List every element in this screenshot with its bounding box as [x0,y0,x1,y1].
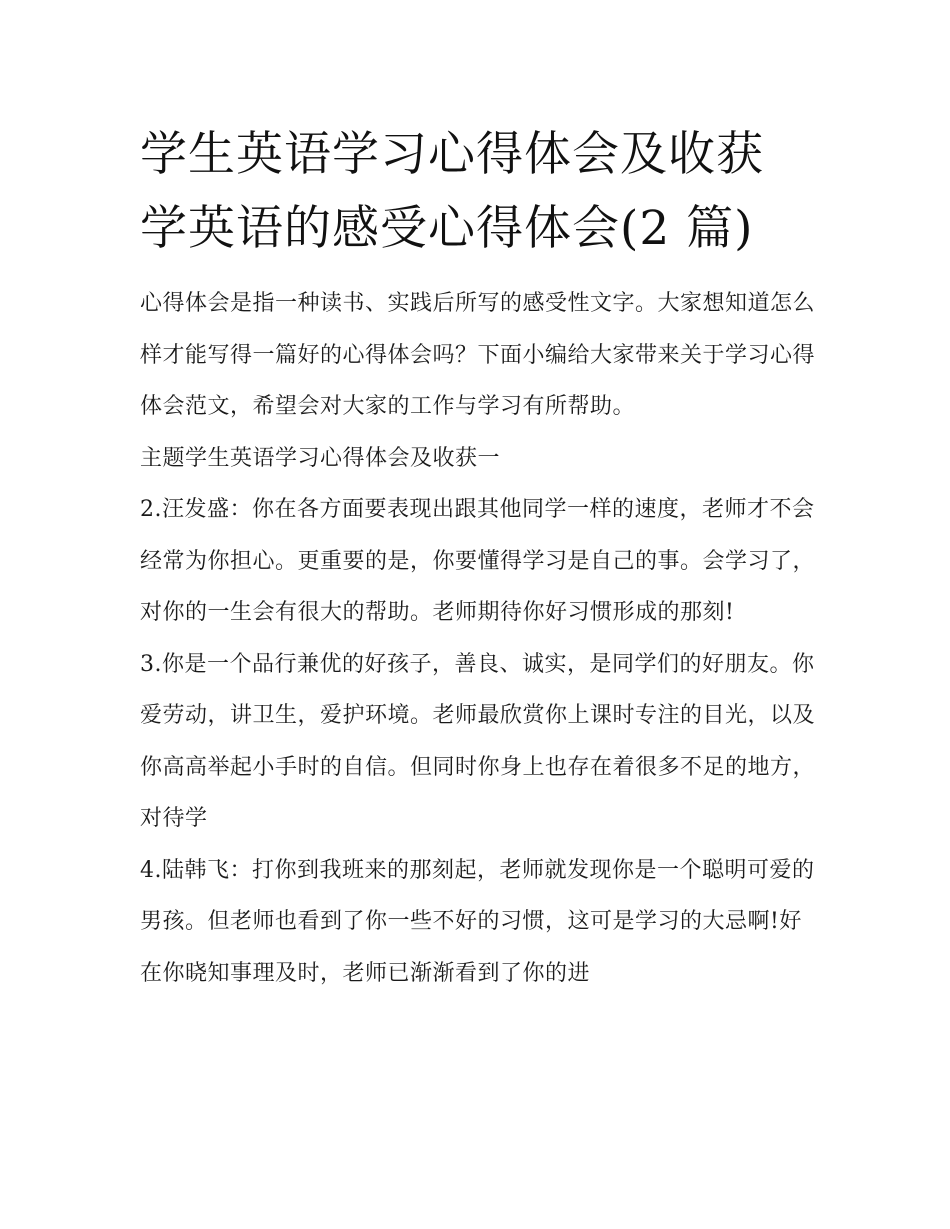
document-page [140,118,820,999]
document-body [140,278,820,999]
comment-paragraph-3: 3.你是一个品行兼优的好孩子，善良、诚实，是同学们的好朋友。你爱劳动，讲卫生，爱护环境。老师最欣赏你上课时专注的目光，以及你高高举起小手时的自信。但同时你身上也存在着很多不足的地方，对待学 [140,651,816,831]
document-title [140,118,820,266]
intro-paragraph: 心得体会是指一种读书、实践后所写的感受性文字。大家想知道怎么样才能写得一篇好的心得体会吗？下面小编给大家带来关于学习心得体会范文，希望会对大家的工作与学习有所帮助。 [140,291,816,419]
comment-paragraph-2: 2.汪发盛：你在各方面要表现出跟其他同学一样的速度，老师才不会经常为你担心。更重要的是，你要懂得学习是自己的事。会学习了，对你的一生会有很大的帮助。老师期待你好习惯形成的那刻! [140,497,816,625]
title-line-1: 学生英语学习心得体会及收获 [140,127,764,182]
comment-paragraph-4: 4.陆韩飞：打你到我班来的那刻起，老师就发现你是一个聪明可爱的男孩。但老师也看到了你一些不好的习惯，这可是学习的大忌啊!好在你晓知事理及时，老师已渐渐看到了你的进 [140,857,815,986]
section-heading: 主题学生英语学习心得体会及收获一 [140,445,501,471]
title-line-2: 学英语的感受心得体会(2 篇) [140,201,754,256]
